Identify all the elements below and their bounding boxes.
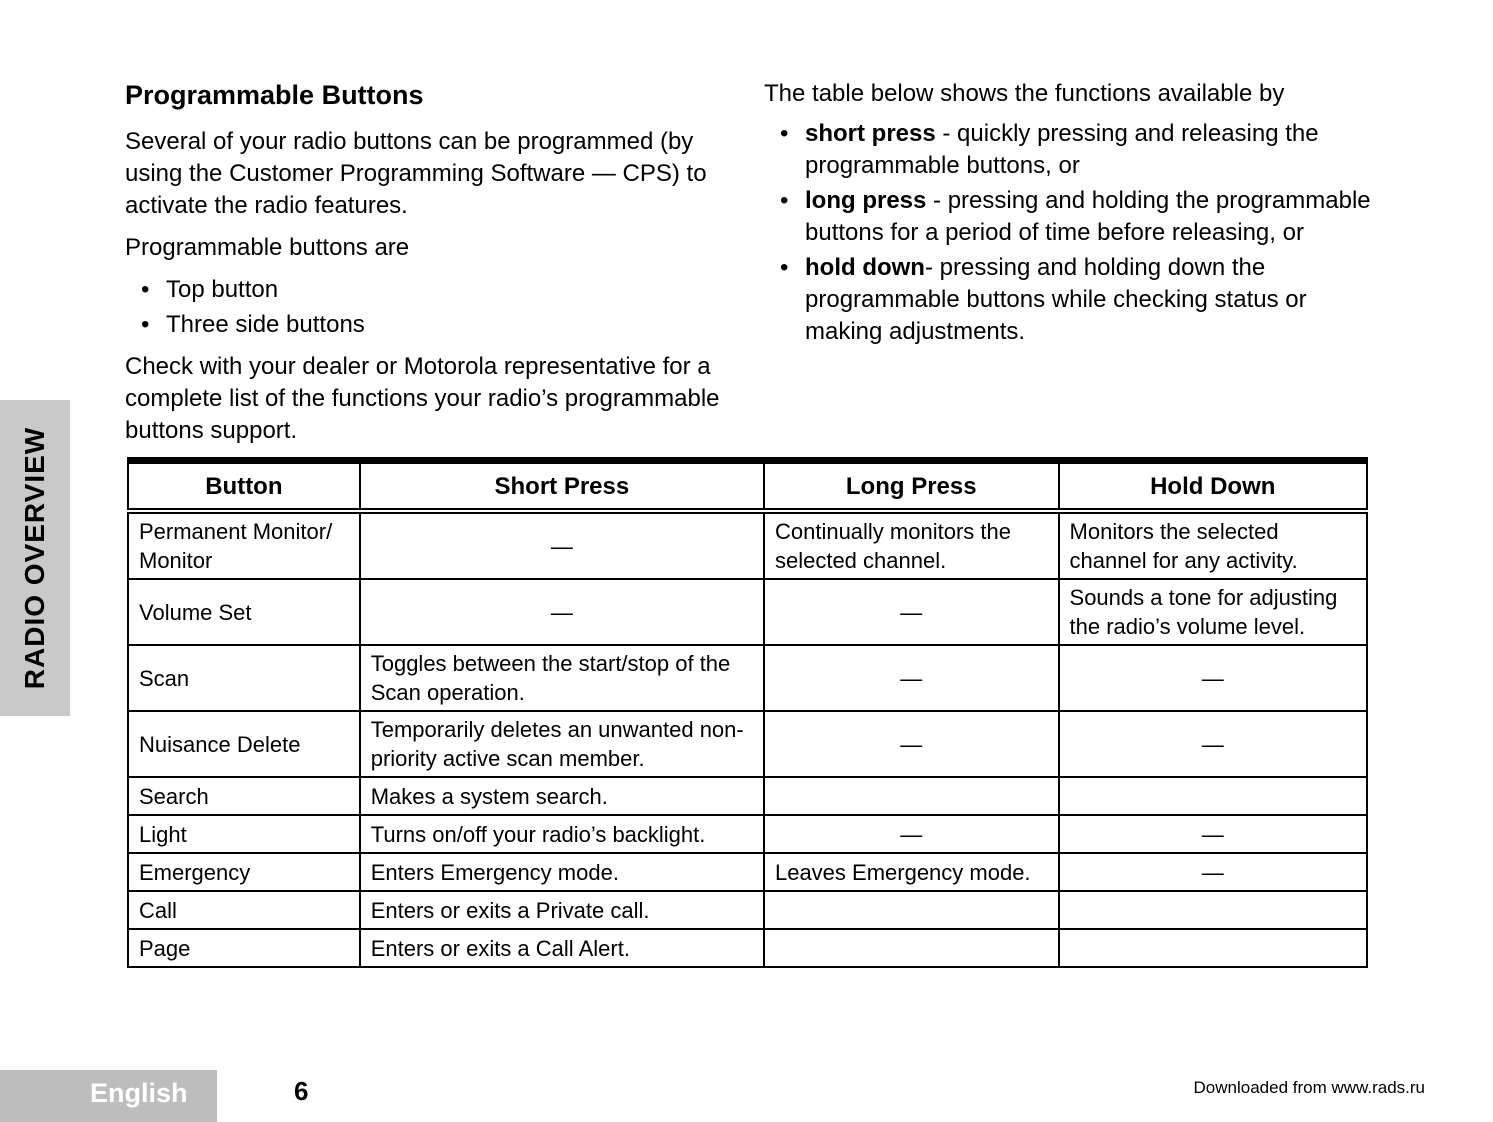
header-short-press: Short Press [360, 461, 764, 512]
cell-long-press: Continually monitors the selected channel. [764, 511, 1059, 579]
cell-button: Search [128, 777, 360, 815]
cell-long-press [764, 777, 1059, 815]
table-row [128, 511, 1367, 579]
left-column [125, 78, 745, 457]
list-item-text: Three side buttons [166, 311, 365, 338]
cell-long-press [764, 891, 1059, 929]
table-row [128, 815, 1367, 853]
cell-short-press: Turns on/off your radio’s backlight. [360, 815, 764, 853]
bullet-icon: • [780, 187, 789, 214]
bullet-icon: • [780, 254, 789, 281]
table-row [128, 777, 1367, 815]
cell-short-press: Temporarily deletes an unwanted non-priority active scan member. [360, 711, 764, 777]
bullet-icon: • [780, 120, 789, 147]
cell-short-press: Makes a system search. [360, 777, 764, 815]
table-row [128, 929, 1367, 967]
cell-long-press: — [764, 579, 1059, 645]
cell-long-press: — [764, 645, 1059, 711]
cell-hold-down: — [1059, 711, 1367, 777]
press-term: hold down [805, 254, 925, 281]
cell-hold-down [1059, 929, 1367, 967]
header-button: Button [128, 461, 360, 512]
functions-table [127, 457, 1368, 968]
side-section-label: RADIO OVERVIEW [19, 426, 50, 690]
side-section-tab [0, 400, 70, 716]
cell-button: Page [128, 929, 360, 967]
cell-button: Nuisance Delete [128, 711, 360, 777]
page-number: 6 [294, 1076, 309, 1106]
cell-long-press: Leaves Emergency mode. [764, 853, 1059, 891]
download-source: Downloaded from www.rads.ru [1193, 1078, 1425, 1097]
list-item [125, 309, 745, 341]
table-row [128, 853, 1367, 891]
cell-hold-down: — [1059, 853, 1367, 891]
press-types-list [764, 118, 1384, 348]
right-column [764, 78, 1384, 358]
press-desc: - pressing and holding the programmable buttons for a period of time before releasing, or [805, 187, 1371, 246]
table-row [128, 891, 1367, 929]
list-item [764, 118, 1384, 182]
list-item [125, 274, 745, 306]
cell-hold-down: Sounds a tone for adjusting the radio’s volume level. [1059, 579, 1367, 645]
cell-long-press [764, 929, 1059, 967]
cell-hold-down: Monitors the selected channel for any activity. [1059, 511, 1367, 579]
intro-paragraph: Several of your radio buttons can be programmed (by using the Customer Programming Software — CPS) to activate the radio features. [125, 128, 707, 219]
cell-short-press: Enters Emergency mode. [360, 853, 764, 891]
table-header-row [128, 461, 1367, 512]
cell-button: Call [128, 891, 360, 929]
cell-hold-down: — [1059, 645, 1367, 711]
buttons-list-heading: Programmable buttons are [125, 234, 410, 261]
cell-button: Volume Set [128, 579, 360, 645]
press-term: long press [805, 187, 927, 214]
bullet-icon: • [141, 276, 150, 303]
press-types-intro: The table below shows the functions available by [764, 80, 1285, 107]
dealer-note: Check with your dealer or Motorola representative for a complete list of the functions your radio’s programmable buttons support. [125, 353, 720, 444]
cell-button: Emergency [128, 853, 360, 891]
table-row [128, 579, 1367, 645]
list-item [764, 185, 1384, 249]
press-term: short press [805, 120, 936, 147]
cell-button: Scan [128, 645, 360, 711]
cell-long-press: — [764, 815, 1059, 853]
press-desc: - pressing and holding down the programmable buttons while checking status or making adjustments. [805, 254, 1307, 345]
cell-short-press: Toggles between the start/stop of the Scan operation. [360, 645, 764, 711]
table-row [128, 645, 1367, 711]
cell-button: Permanent Monitor/ Monitor [128, 511, 360, 579]
press-desc: - quickly pressing and releasing the programmable buttons, or [805, 120, 1319, 179]
cell-short-press: — [360, 579, 764, 645]
cell-hold-down [1059, 891, 1367, 929]
header-long-press: Long Press [764, 461, 1059, 512]
list-item [764, 252, 1384, 348]
cell-short-press: Enters or exits a Private call. [360, 891, 764, 929]
section-title: Programmable Buttons [125, 80, 424, 110]
cell-hold-down [1059, 777, 1367, 815]
cell-short-press: Enters or exits a Call Alert. [360, 929, 764, 967]
list-item-text: Top button [166, 276, 279, 303]
table-row [128, 711, 1367, 777]
cell-short-press: — [360, 511, 764, 579]
cell-hold-down: — [1059, 815, 1367, 853]
footer-language: English [90, 1078, 188, 1108]
cell-button: Light [128, 815, 360, 853]
buttons-list [125, 274, 745, 341]
header-hold-down: Hold Down [1059, 461, 1367, 512]
bullet-icon: • [141, 311, 150, 338]
cell-long-press: — [764, 711, 1059, 777]
